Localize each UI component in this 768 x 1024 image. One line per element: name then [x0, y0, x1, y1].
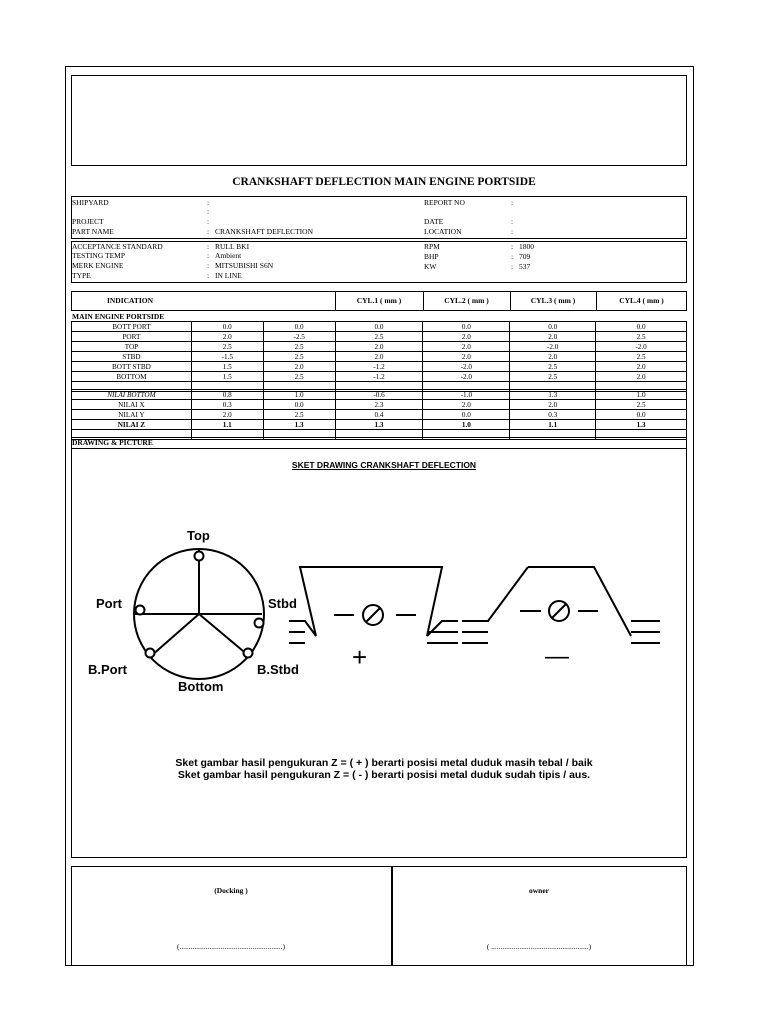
table-cell: 2.0: [423, 400, 510, 410]
table-cell: 1.1: [191, 420, 263, 430]
table-cell: 2.5: [596, 332, 687, 342]
table-cell: -1.2: [335, 362, 423, 372]
project-label: PROJECT: [72, 217, 104, 226]
shipyard-label: SHIPYARD: [72, 198, 109, 207]
table-cell: 0.0: [335, 322, 423, 332]
table-cell: -1.2: [335, 372, 423, 382]
table-cell: 2.0: [423, 342, 510, 352]
table-cell: 2.5: [263, 410, 335, 420]
owner-signature-line: ( ....................................................): [486, 942, 592, 951]
table-cell: 2.0: [510, 332, 596, 342]
table-cell: 1.5: [191, 362, 263, 372]
shape-plus-left-foot: [289, 621, 316, 636]
table-cell: 2.5: [335, 332, 423, 342]
kw-value: 537: [519, 262, 531, 271]
table-cell: 1.0: [596, 390, 687, 400]
table-cell: 0.0: [423, 322, 510, 332]
bhp-sep: :: [511, 252, 514, 261]
table-cell: 2.5: [263, 352, 335, 362]
point-stbd: [255, 619, 264, 628]
table-cell: -2.0: [596, 342, 687, 352]
row-label: BOTT PORT: [72, 322, 192, 332]
row-label: TOP: [72, 342, 192, 352]
table-cell: 2.0: [191, 410, 263, 420]
label-bstbd: B.Stbd: [257, 662, 299, 677]
signature-box: [71, 866, 687, 966]
section-title: MAIN ENGINE PORTSIDE: [72, 312, 165, 321]
table-cell: 1.3: [510, 390, 596, 400]
caption-plus: Sket gambar hasil pengukuran Z = ( + ) berarti posisi metal duduk masih tebal / baik: [175, 757, 593, 769]
merk-engine-sep: :: [207, 261, 210, 270]
table-cell: 1.5: [191, 372, 263, 382]
table-cell: 0.3: [510, 410, 596, 420]
label-port: Port: [96, 596, 122, 611]
document-title: CRANKSHAFT DEFLECTION MAIN ENGINE PORTSIDE: [232, 176, 536, 188]
row-label: STBD: [72, 352, 192, 362]
owner-title: owner: [529, 886, 549, 895]
drawing-label: DRAWING & PICTURE: [72, 438, 153, 447]
merk-engine-value: MITSUBISHI S6N: [215, 261, 274, 270]
table-cell: -1.5: [191, 352, 263, 362]
table-cell: 0.0: [510, 322, 596, 332]
docking-title: (Docking ): [214, 886, 248, 895]
table-cell: 0.0: [191, 322, 263, 332]
cyl1-header: CYL.1 ( mm ): [356, 296, 402, 305]
rpm-label: RPM: [424, 242, 440, 251]
type-label: TYPE: [72, 271, 91, 280]
table-cell: 2.5: [510, 362, 596, 372]
row-label: NILAI Z: [72, 420, 192, 430]
label-stbd: Stbd: [268, 596, 297, 611]
point-port: [136, 606, 145, 615]
table-cell: 2.0: [423, 332, 510, 342]
testing-temp-sep: :: [207, 251, 210, 260]
label-bport: B.Port: [88, 662, 127, 677]
label-bottom: Bottom: [178, 679, 224, 694]
table-cell: -2.0: [423, 362, 510, 372]
type-sep: :: [207, 271, 210, 280]
bhp-label: BHP: [424, 252, 439, 261]
acceptance-standard-sep: :: [207, 242, 210, 251]
table-cell: 2.0: [596, 362, 687, 372]
table-cell: 2.0: [335, 352, 423, 362]
table-cell: 0.0: [423, 410, 510, 420]
project-sep: :: [207, 217, 210, 226]
table-cell: -0.6: [335, 390, 423, 400]
cyl3-header: CYL.3 ( mm ): [530, 296, 576, 305]
table-cell: 2.0: [335, 342, 423, 352]
caption-minus: Sket gambar hasil pengukuran Z = ( - ) berarti posisi metal duduk sudah tipis / aus.: [177, 769, 591, 781]
report-no-sep: :: [511, 198, 514, 207]
row-label: NILAI Y: [72, 410, 192, 420]
table-cell: 2.0: [596, 372, 687, 382]
table-cell: 1.0: [423, 420, 510, 430]
table-cell: 0.4: [335, 410, 423, 420]
indication-header: INDICATION: [106, 296, 154, 305]
location-label: LOCATION: [424, 227, 462, 236]
table-cell: 2.0: [510, 400, 596, 410]
point-top: [195, 552, 204, 561]
point-bport: [146, 649, 155, 658]
minus-sign: —: [545, 643, 569, 670]
shape-minus-left: [462, 567, 528, 621]
table-cell: 0.3: [191, 400, 263, 410]
table-cell: 1.3: [596, 420, 687, 430]
pin-slash: [552, 604, 566, 618]
table-cell: 2.5: [263, 342, 335, 352]
radius-bport: [151, 614, 199, 656]
testing-temp-value: Ambient: [215, 251, 242, 260]
acceptance-standard-label: ACCEPTANCE STANDARD: [72, 242, 163, 251]
table-cell: 2.5: [510, 372, 596, 382]
table-cell: 1.1: [510, 420, 596, 430]
pin-slash: [366, 608, 380, 622]
table-cell: 1.3: [263, 420, 335, 430]
radius-bstbd: [199, 614, 249, 656]
table-cell: 2.0: [263, 362, 335, 372]
table-cell: 0.0: [263, 322, 335, 332]
table-cell: 2.0: [191, 332, 263, 342]
table-cell: -2.5: [263, 332, 335, 342]
table-cell: -1.0: [423, 390, 510, 400]
table-cell: 2.0: [510, 352, 596, 362]
table-cell: 0.0: [596, 410, 687, 420]
table-cell: 0.0: [596, 322, 687, 332]
part-name-label: PART NAME: [72, 227, 114, 236]
cyl2-header: CYL.2 ( mm ): [444, 296, 489, 305]
testing-temp-label: TESTING TEMP: [72, 251, 125, 260]
kw-sep: :: [511, 262, 514, 271]
table-cell: 0.8: [191, 390, 263, 400]
shape-minus-right: [528, 567, 631, 636]
plus-sign: +: [352, 642, 368, 672]
cyl4-header: CYL.4 ( mm ): [619, 296, 664, 305]
rpm-sep: :: [511, 242, 514, 251]
row-label: NILAI X: [72, 400, 192, 410]
label-top: Top: [187, 528, 210, 543]
table-cell: 1.0: [263, 390, 335, 400]
part-name-sep: :: [207, 227, 210, 236]
sketch-title: SKET DRAWING CRANKSHAFT DEFLECTION: [291, 460, 477, 470]
location-sep: :: [511, 227, 514, 236]
table-cell: 2.5: [596, 352, 687, 362]
row-label: PORT: [72, 332, 192, 342]
report-no-label: REPORT NO: [424, 198, 465, 207]
row-label: NILAI BOTTOM: [72, 390, 192, 400]
table-cell: 1.3: [335, 420, 423, 430]
merk-engine-label: MERK ENGINE: [72, 261, 124, 270]
bhp-value: 709: [519, 252, 531, 261]
table-cell: 2.3: [335, 400, 423, 410]
table-cell: 2.5: [263, 372, 335, 382]
shipyard-sep: :: [207, 198, 210, 207]
blank-sep: :: [207, 207, 210, 216]
shape-plus-right-foot: [427, 621, 458, 636]
table-cell: 2.5: [191, 342, 263, 352]
table-cell: -2.0: [510, 342, 596, 352]
row-label: BOTT STBD: [72, 362, 192, 372]
rpm-value: 1800: [519, 242, 534, 251]
signature-divider: [391, 866, 393, 966]
acceptance-standard-value: RULL BKI: [215, 242, 250, 251]
table-cell: 2.5: [596, 400, 687, 410]
row-label: BOTTOM: [72, 372, 192, 382]
date-label: DATE: [424, 217, 444, 226]
date-sep: :: [511, 217, 514, 226]
table-cell: 2.0: [423, 352, 510, 362]
point-bstbd: [244, 649, 253, 658]
docking-signature-line: (.......................................................): [176, 942, 286, 951]
part-name-value: CRANKSHAFT DEFLECTION: [215, 227, 313, 236]
table-cell: 0.0: [263, 400, 335, 410]
kw-label: KW: [424, 262, 437, 271]
type-value: IN LINE: [215, 271, 242, 280]
table-cell: -2.0: [423, 372, 510, 382]
